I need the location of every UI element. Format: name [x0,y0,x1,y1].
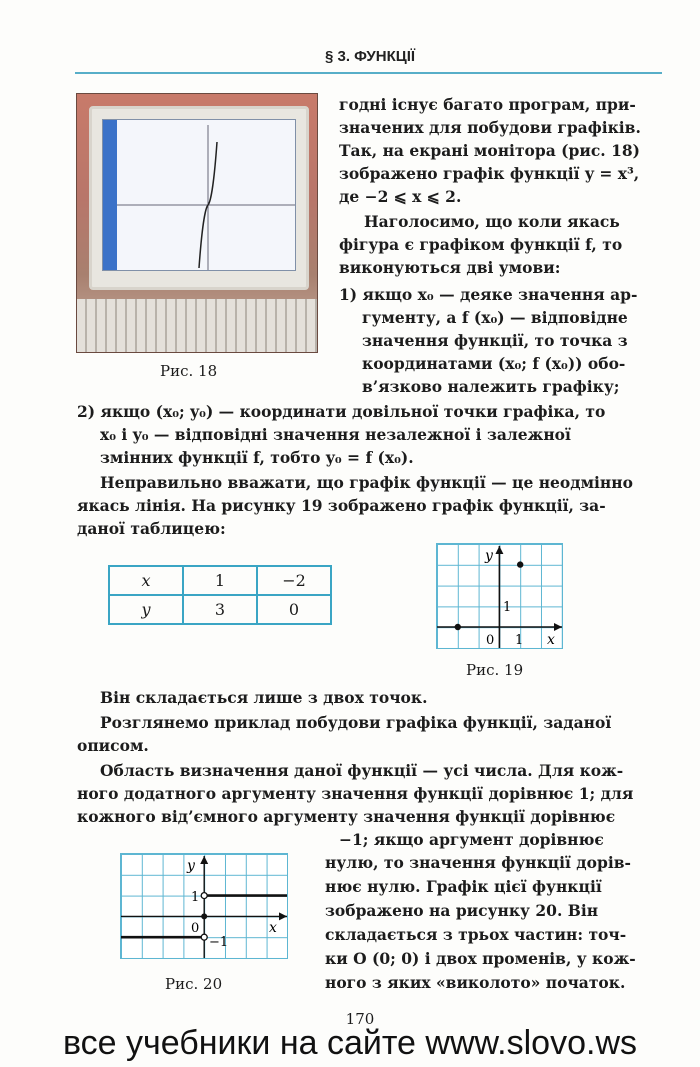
keyboard [77,299,317,352]
text-line: нулю, то значення функції дорів- [325,853,631,872]
text-line: Неправильно вважати, що графік функції — це неодмінно [100,473,633,492]
text-line: гументу, а f (x₀) — відповідне [362,308,628,327]
table-cell: 1 [183,566,257,595]
origin-label: 0 [486,633,495,648]
text-line: ки O (0; 0) і двох променів, у кож- [325,949,636,968]
figure19-graph [436,543,563,649]
table-cell: x [109,566,183,595]
section-header: § 3. ФУНКЦІЇ [325,48,415,65]
point-minus2-0 [455,624,461,630]
figure20-axes [121,854,287,958]
page-number: 170 [345,1010,375,1028]
text-line: ного з яких «виколото» початок. [325,973,626,992]
table-cell: 3 [183,595,257,624]
text-line: складається з трьох частин: точ- [325,925,627,944]
text-line: 2) якщо (x₀; y₀) — координати довільної точки графіка, то [77,402,606,421]
text-line: зображено на рисунку 20. Він [325,901,599,920]
text-line: годні існує багато програм, при- [339,95,636,114]
text-line: змінних функції f, тобто y₀ = f (x₀). [100,448,414,467]
header-rule [75,72,662,74]
text-line: кожного від’ємного аргументу значення функції дорівнює [77,807,616,826]
text-line: Область визначення даної функції — усі числа. Для кож- [100,761,624,780]
footer-banner: все учебники на сайте www.slovo.ws [62,1024,637,1062]
figure20-caption: Рис. 20 [165,975,223,993]
text-line: Він складається лише з двох точок. [100,688,428,707]
figure19-axes [437,544,562,648]
figure19-caption: Рис. 19 [466,661,524,679]
x-tick-1: 1 [515,633,524,648]
text-line: значення функції, то точка з [362,331,628,350]
origin-point [201,913,207,919]
x-axis-label: x [547,632,555,648]
open-point-minus1 [201,934,207,940]
text-line: Так, на екрані монітора (рис. 18) [339,141,640,160]
table-row [109,566,331,595]
text-line: ного додатного аргументу значення функції дорівнює 1; для [77,784,634,803]
y-tick-minus1: −1 [209,935,229,950]
text-line: якась лінія. На рисунку 19 зображено графік функції, за- [77,496,606,515]
table-cell: y [109,595,183,624]
monitor-frame [89,106,309,290]
table-cell: 0 [257,595,331,624]
cubic-graph [103,120,295,270]
figure20-graph [120,853,288,959]
text-line: в’язково належить графіку; [362,377,620,396]
function-table [108,565,332,625]
figure18-caption: Рис. 18 [160,362,218,380]
text-line: −1; якщо аргумент дорівнює [339,830,604,849]
text-line: фігура є графіком функції f, то [339,235,623,254]
point-1-3 [517,561,523,567]
text-line: даної таблицею: [77,519,226,538]
y-tick-1: 1 [503,600,512,615]
table-row [109,595,331,624]
text-line: Наголосимо, що коли якась [364,212,620,231]
open-point-1 [201,893,207,899]
text-line: 1) якщо x₀ — деяке значення ар- [339,285,638,304]
text-line: значених для побудови графіків. [339,118,641,137]
text-line: де −2 ⩽ x ⩽ 2. [339,187,462,206]
text-line: описом. [77,736,149,755]
text-line: нює нулю. Графік цієї функції [325,877,602,896]
monitor-photo [76,93,318,353]
y-axis-label: y [485,548,493,564]
y-axis-label: y [187,858,195,874]
text-line: зображено графік функції y = x³, [339,164,640,183]
origin-label: 0 [191,921,200,936]
y-tick-1: 1 [191,890,200,905]
text-line: координатами (x₀; f (x₀)) обо- [362,354,626,373]
table-cell: −2 [257,566,331,595]
text-line: x₀ і y₀ — відповідні значення незалежної і залежної [100,425,571,444]
monitor-screen [102,119,296,271]
text-line: Розглянемо приклад побудови графіка функції, заданої [100,713,612,732]
text-line: виконуються дві умови: [339,258,561,277]
x-axis-label: x [269,920,277,936]
